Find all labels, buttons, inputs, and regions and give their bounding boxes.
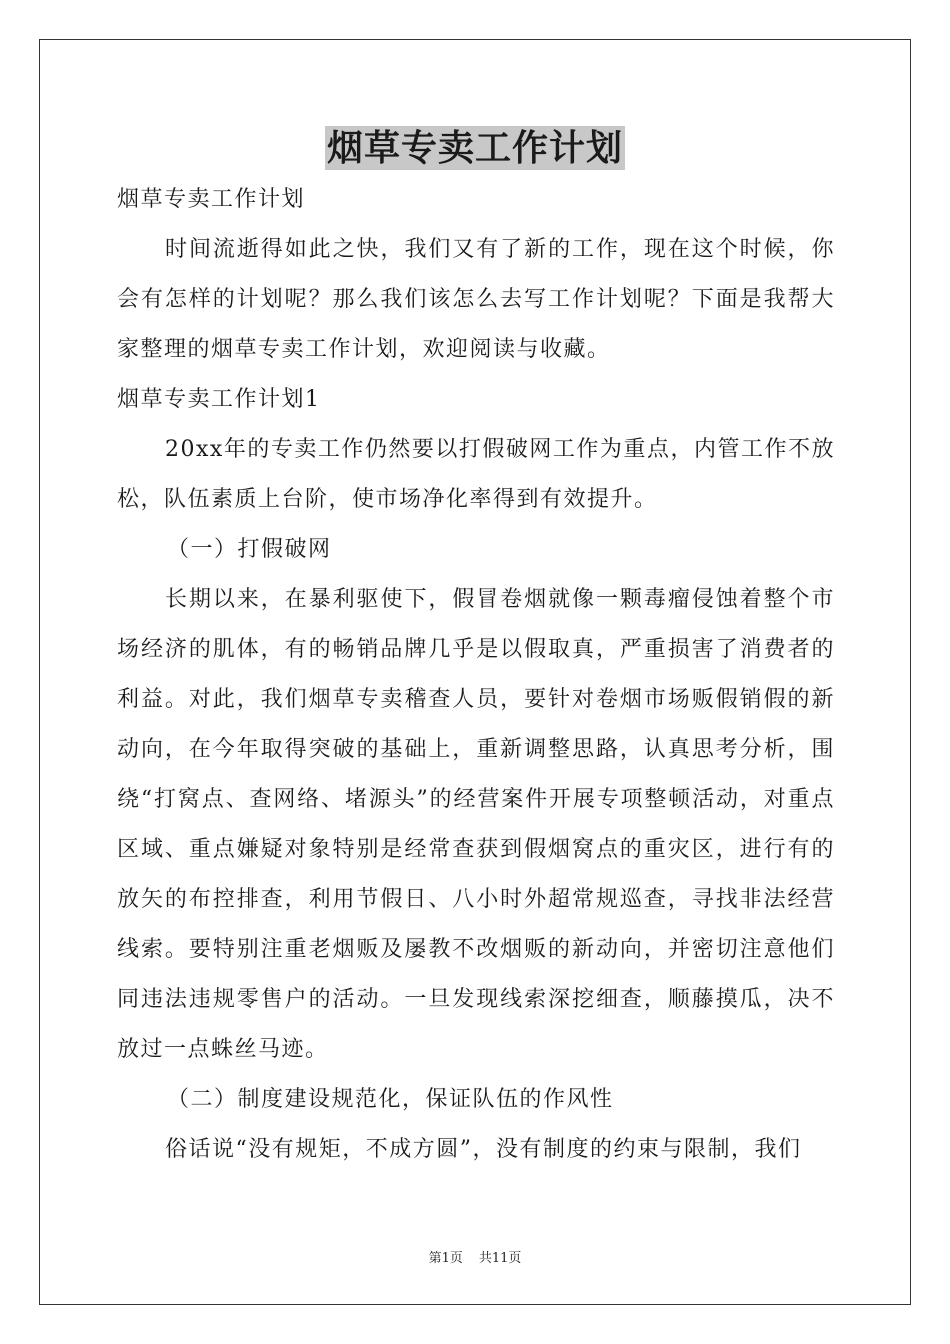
plan-heading: 烟草专卖工作计划1 — [117, 387, 321, 412]
body-paragraph: 20xx年的专卖工作仍然要以打假破网工作为重点，内管工作不放松，队伍素质上台阶，使市场净化率得到有效提升。 — [117, 437, 835, 512]
page-total: 共11页 — [478, 1251, 522, 1266]
title-wrap — [0, 126, 950, 170]
subheading: （一）打假破网 — [167, 537, 332, 562]
body-paragraph: 长期以来，在暴利驱使下，假冒卷烟就像一颗毒瘤侵蚀着整个市场经济的肌体，有的畅销品牌几乎是以假取真，严重损害了消费者的利益。对此，我们烟草专卖稽查人员，要针对卷烟市场贩假销假的新动向，在今年取得突破的基础上，重新调整思路，认真思考分析，围绕“打窝点、查网络、堵源头”的经营案件开展专项整顿活动，对重点区域、重点嫌疑对象特别是经常查获到假烟窝点的重灾区，进行有的放矢的布控排查，利用节假日、八小时外超常规巡查，寻找非法经营线索。要特别注重老烟贩及屡教不改烟贩的新动向，并密切注意他们同违法违规零售户的活动。一旦发现线索深挖细查，顺藤摸瓜，决不放过一点蛛丝马迹。 — [117, 587, 835, 1062]
section-heading: 烟草专卖工作计划 — [117, 187, 306, 212]
subheading: （二）制度建设规范化，保证队伍的作风性 — [167, 1087, 614, 1112]
body-paragraph: 俗话说“没有规矩，不成方圆”，没有制度的约束与限制，我们 — [165, 1137, 802, 1162]
page-number: 第1页 — [428, 1251, 463, 1266]
document-title: 烟草专卖工作计划 — [326, 127, 623, 169]
intro-paragraph: 时间流逝得如此之快，我们又有了新的工作，现在这个时候，你会有怎样的计划呢？那么我们该怎么去写工作计划呢？下面是我帮大家整理的烟草专卖工作计划，欢迎阅读与收藏。 — [117, 237, 835, 362]
page-footer — [0, 1247, 950, 1266]
document-body — [117, 175, 835, 1175]
